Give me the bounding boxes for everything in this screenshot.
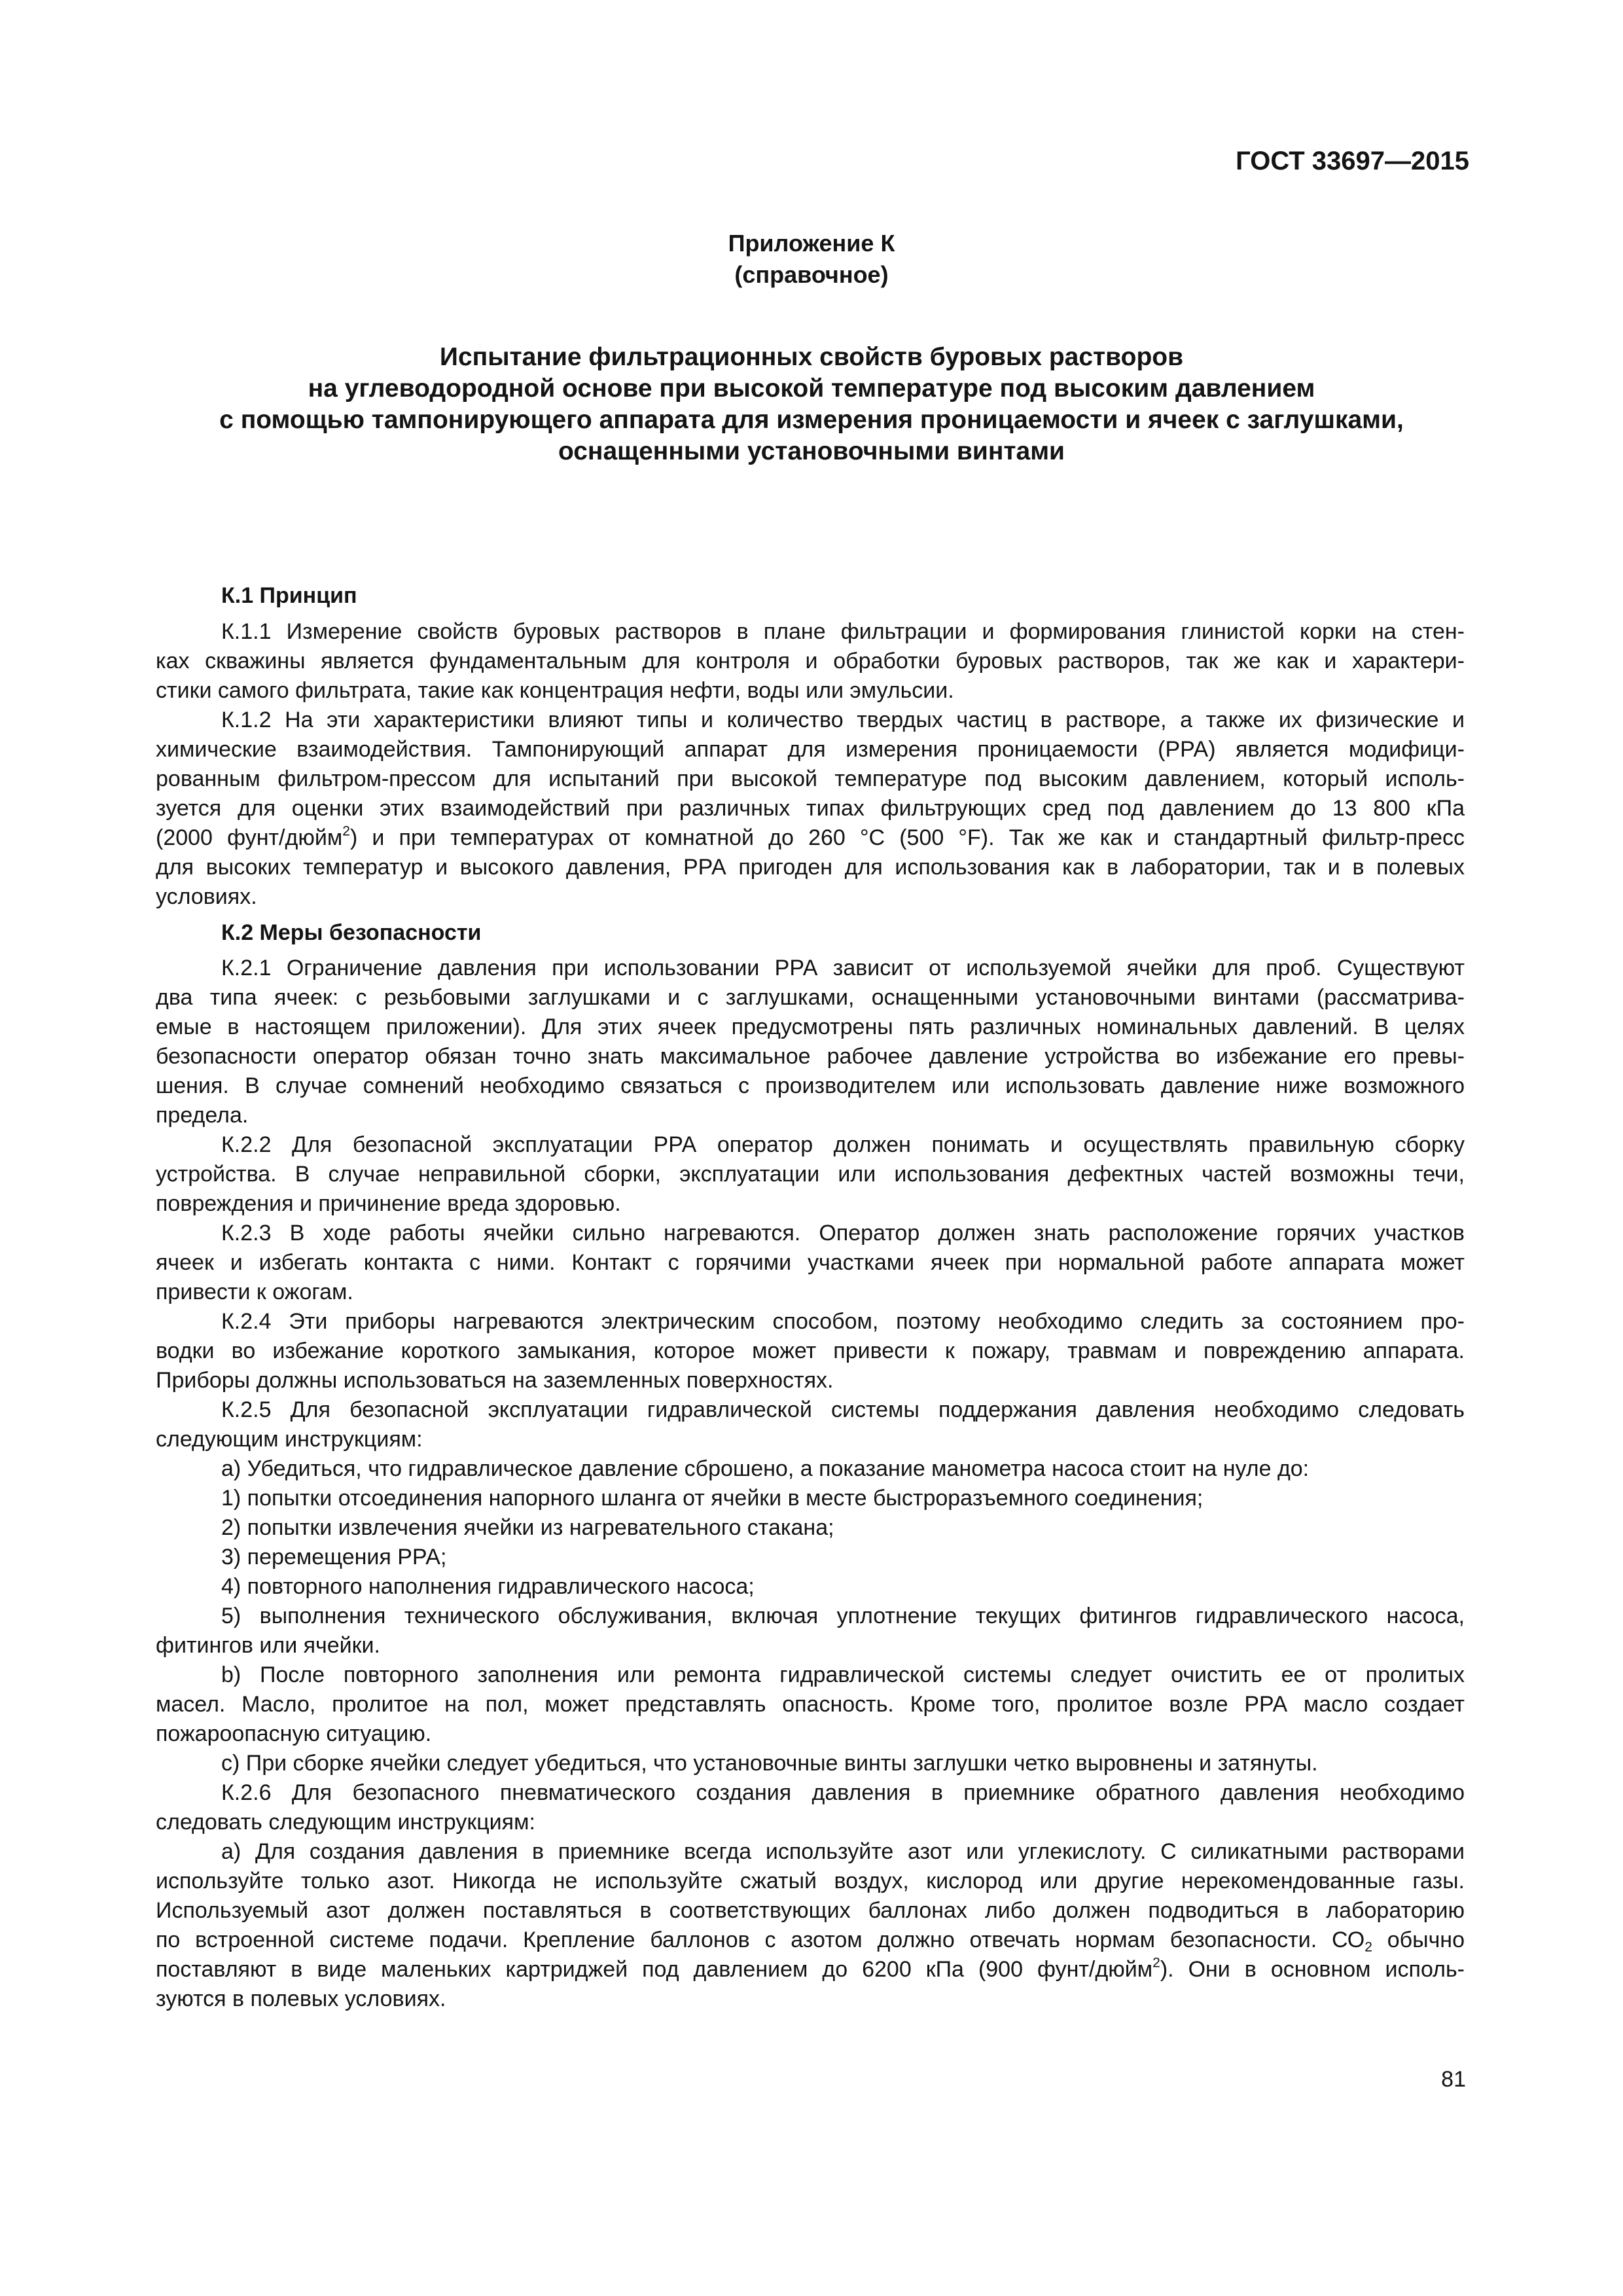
superscript: 2 bbox=[342, 823, 350, 839]
text-line bbox=[156, 823, 1465, 853]
text-line: К.2.5 Для безопасной эксплуатации гидравлической системы поддержания давления необходимо следовать bbox=[221, 1397, 1465, 1422]
list-item-b: b) После повторного заполнения или ремонта гидравлической системы следует очистить ее от пролитых bbox=[221, 1662, 1465, 1687]
text-line: привести к ожогам. bbox=[156, 1280, 353, 1304]
text-run: (2000 фунт/дюйм bbox=[156, 825, 343, 850]
list-item-a: а) Для создания давления в приемнике всегда используйте азот или углекислоту. С силикатными растворами bbox=[221, 1839, 1465, 1864]
text-line: пожароопасную ситуацию. bbox=[156, 1721, 432, 1746]
text-line: два типа ячеек: с резьбовыми заглушками и с заглушками, оснащенными установочными винтами (рассматрива- bbox=[156, 985, 1465, 1010]
section-heading-k2: К.2 Меры безопасности bbox=[221, 920, 482, 945]
title-line: с помощью тампонирующего аппарата для измерения проницаемости и ячеек с заглушками, bbox=[219, 406, 1404, 434]
annex-type: (справочное) bbox=[734, 261, 889, 288]
annex-heading bbox=[0, 228, 1623, 291]
section-heading-k1: К.1 Принцип bbox=[221, 583, 357, 608]
text-line: устройства. В случае неправильной сборки, эксплуатации или использования дефектных частей возможны течи, bbox=[156, 1162, 1465, 1187]
text-line: безопасности оператор обязан точно знать максимальное рабочее давление устройства во избежание его превы- bbox=[156, 1044, 1465, 1069]
text-line: К.2.6 Для безопасного пневматического создания давления в приемнике обратного давления необходимо bbox=[221, 1780, 1465, 1805]
text-line: ках скважины является фундаментальным для контроля и обработки буровых растворов, так же как и характери- bbox=[156, 649, 1465, 673]
text-line: К.2.4 Эти приборы нагреваются электрическим способом, поэтому необходимо следить за состоянием про- bbox=[221, 1309, 1465, 1334]
text-line: предела. bbox=[156, 1103, 249, 1128]
paragraph-k1-2 bbox=[156, 706, 1465, 912]
document-body bbox=[156, 581, 1465, 2014]
text-line: водки во избежание короткого замыкания, которое может привести к пожару, травмам и повреждению аппарата. bbox=[156, 1338, 1465, 1363]
text-line: рованным фильтром-прессом для испытаний при высокой температуре под высоким давлением, который исполь- bbox=[156, 766, 1465, 791]
text-line: емые в настоящем приложении). Для этих ячеек предусмотрены пять различных номинальных давлений. В целях bbox=[156, 1014, 1465, 1039]
paragraph-k2-4 bbox=[156, 1307, 1465, 1395]
text-line: К.1.1 Измерение свойств буровых растворов в плане фильтрации и формирования глинистой корки на стен- bbox=[221, 619, 1465, 644]
text-line: Приборы должны использоваться на заземленных поверхностях. bbox=[156, 1368, 834, 1393]
text-line: ячеек и избегать контакта с ними. Контакт с горячими участками ячеек при нормальной работе аппарата может bbox=[156, 1250, 1465, 1275]
annex-label: Приложение К bbox=[728, 230, 895, 257]
list-item-2: 2) попытки извлечения ячейки из нагревательного стакана; bbox=[221, 1515, 834, 1540]
title-line: оснащенными установочными винтами bbox=[558, 437, 1065, 465]
subscript: 2 bbox=[1364, 1939, 1372, 1955]
text-line: химические взаимодействия. Тампонирующий аппарат для измерения проницаемости (РРА) является модифици- bbox=[156, 737, 1465, 762]
text-line: используйте только азот. Никогда не используйте сжатый воздух, кислород или другие нерекомендованные газы. bbox=[156, 1869, 1465, 1893]
text-line: К.1.2 На эти характеристики влияют типы и количество твердых частиц в растворе, а также их физические и bbox=[221, 708, 1465, 732]
text-line: К.2.2 Для безопасной эксплуатации РРА оператор должен понимать и осуществлять правильную сборку bbox=[221, 1132, 1465, 1157]
text-line: Используемый азот должен поставляться в соответствующих баллонах либо должен подводиться в лабораторию bbox=[156, 1898, 1465, 1923]
text-line: К.2.1 Ограничение давления при использовании РРА зависит от используемой ячейки для проб. Существуют bbox=[221, 956, 1465, 980]
text-line bbox=[156, 1926, 1465, 1955]
text-run: ). Они в основном исполь- bbox=[1160, 1957, 1465, 1982]
paragraph-k1-1 bbox=[156, 617, 1465, 706]
annex-title bbox=[0, 342, 1623, 467]
title-line: на углеводородной основе при высокой температуре под высоким давлением bbox=[308, 374, 1315, 403]
text-line: масел. Масло, пролитое на пол, может представлять опасность. Кроме того, пролитое возле РРА масло создает bbox=[156, 1692, 1465, 1717]
text-run: обычно bbox=[1372, 1928, 1465, 1952]
title-line: Испытание фильтрационных свойств буровых растворов bbox=[439, 343, 1184, 371]
page-number: 81 bbox=[1441, 2067, 1466, 2092]
text-line: условиях. bbox=[156, 884, 257, 909]
paragraph-k2-3 bbox=[156, 1219, 1465, 1307]
text-line: стики самого фильтрата, такие как концентрация нефти, воды или эмульсии. bbox=[156, 678, 954, 703]
text-line: следовать следующим инструкциям: bbox=[156, 1810, 535, 1835]
text-run: по встроенной системе подачи. Крепление баллонов с азотом должно отвечать нормам безопасности. СО bbox=[156, 1928, 1365, 1952]
text-run: ) и при температурах от комнатной до 260 °С (500 °F). Так же как и стандартный фильтр-пресс bbox=[349, 825, 1465, 850]
text-line: для высоких температур и высокого давления, РРА пригоден для использования как в лаборатории, так и в полевых bbox=[156, 855, 1465, 880]
list-item-1: 1) попытки отсоединения напорного шланга от ячейки в месте быстроразъемного соединения; bbox=[221, 1486, 1204, 1511]
list-item-c: с) При сборке ячейки следует убедиться, что установочные винты заглушки четко выровнены и затянуты. bbox=[221, 1751, 1318, 1776]
text-line: зуется для оценки этих взаимодействий при различных типах фильтрующих сред под давлением до 13 800 кПа bbox=[156, 796, 1465, 821]
text-line bbox=[156, 1955, 1465, 1984]
list-item-5: 5) выполнения технического обслуживания, включая уплотнение текущих фитингов гидравлического насоса, bbox=[221, 1604, 1465, 1628]
list-item-4: 4) повторного наполнения гидравлического насоса; bbox=[221, 1574, 755, 1599]
text-line: К.2.3 В ходе работы ячейки сильно нагреваются. Оператор должен знать расположение горячих участков bbox=[221, 1221, 1465, 1246]
list-item-3: 3) перемещения РРА; bbox=[221, 1545, 447, 1570]
paragraph-k2-1 bbox=[156, 954, 1465, 1130]
text-run: поставляют в виде маленьких картриджей под давлением до 6200 кПа (900 фунт/дюйм bbox=[156, 1957, 1153, 1982]
text-line: шения. В случае сомнений необходимо связаться с производителем или использовать давление ниже возможного bbox=[156, 1073, 1465, 1098]
paragraph-k2-5 bbox=[156, 1395, 1465, 1778]
text-line: повреждения и причинение вреда здоровью. bbox=[156, 1191, 621, 1216]
list-item-a: а) Убедиться, что гидравлическое давление сброшено, а показание манометра насоса стоит на нуле до: bbox=[221, 1456, 1310, 1481]
paragraph-k2-2 bbox=[156, 1130, 1465, 1219]
text-line: зуются в полевых условиях. bbox=[156, 1986, 446, 2011]
standard-number: ГОСТ 33697—2015 bbox=[1236, 147, 1469, 175]
text-line: следующим инструкциям: bbox=[156, 1427, 423, 1452]
superscript: 2 bbox=[1152, 1955, 1160, 1971]
paragraph-k2-6 bbox=[156, 1778, 1465, 2014]
text-line: фитингов или ячейки. bbox=[156, 1633, 380, 1658]
